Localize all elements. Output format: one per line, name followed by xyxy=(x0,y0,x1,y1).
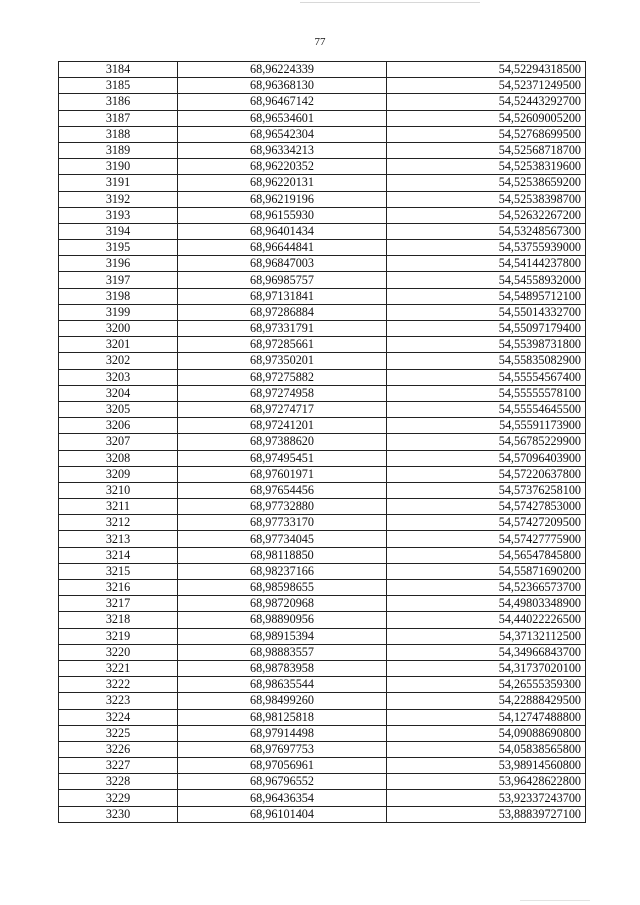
coordinate-y-cell: 54,57427209500 xyxy=(387,515,586,531)
point-number-cell: 3214 xyxy=(59,547,178,563)
point-number-cell: 3222 xyxy=(59,677,178,693)
coordinate-x-cell: 68,96219196 xyxy=(178,191,387,207)
table-row xyxy=(59,78,586,94)
table-row xyxy=(59,272,586,288)
coordinate-x-cell: 68,97734045 xyxy=(178,531,387,547)
point-number-cell: 3212 xyxy=(59,515,178,531)
coordinate-y-cell: 54,52371249500 xyxy=(387,78,586,94)
coordinate-y-cell: 54,55554645500 xyxy=(387,401,586,417)
table-row xyxy=(59,126,586,142)
point-number-cell: 3208 xyxy=(59,450,178,466)
table-row xyxy=(59,612,586,628)
coordinate-x-cell: 68,97654456 xyxy=(178,482,387,498)
point-number-cell: 3220 xyxy=(59,644,178,660)
coordinate-y-cell: 54,57220637800 xyxy=(387,466,586,482)
coordinate-y-cell: 54,34966843700 xyxy=(387,644,586,660)
table-row xyxy=(59,353,586,369)
coordinate-y-cell: 54,53755939000 xyxy=(387,240,586,256)
point-number-cell: 3198 xyxy=(59,288,178,304)
coordinate-y-cell: 54,57376258100 xyxy=(387,482,586,498)
coordinate-y-cell: 54,52443292700 xyxy=(387,94,586,110)
coordinate-x-cell: 68,97388620 xyxy=(178,434,387,450)
coordinate-y-cell: 53,88839727100 xyxy=(387,806,586,822)
point-number-cell: 3227 xyxy=(59,758,178,774)
point-number-cell: 3205 xyxy=(59,401,178,417)
coordinate-y-cell: 54,55097179400 xyxy=(387,321,586,337)
table-row xyxy=(59,450,586,466)
coordinate-x-cell: 68,98125818 xyxy=(178,709,387,725)
coordinate-y-cell: 54,52538319600 xyxy=(387,159,586,175)
table-row xyxy=(59,466,586,482)
table-row xyxy=(59,596,586,612)
coordinate-x-cell: 68,97285661 xyxy=(178,337,387,353)
coordinate-x-cell: 68,97331791 xyxy=(178,321,387,337)
coordinate-x-cell: 68,96401434 xyxy=(178,223,387,239)
coordinate-y-cell: 54,55554567400 xyxy=(387,369,586,385)
table-row xyxy=(59,547,586,563)
point-number-cell: 3185 xyxy=(59,78,178,94)
table-row xyxy=(59,434,586,450)
coordinate-x-cell: 68,98635544 xyxy=(178,677,387,693)
table-row xyxy=(59,418,586,434)
coordinate-x-cell: 68,96224339 xyxy=(178,62,387,78)
coordinate-y-cell: 54,57427853000 xyxy=(387,499,586,515)
coordinate-x-cell: 68,98237166 xyxy=(178,563,387,579)
point-number-cell: 3188 xyxy=(59,126,178,142)
coordinate-x-cell: 68,96847003 xyxy=(178,256,387,272)
point-number-cell: 3206 xyxy=(59,418,178,434)
point-number-cell: 3191 xyxy=(59,175,178,191)
coordinate-x-cell: 68,96220131 xyxy=(178,175,387,191)
coordinate-x-cell: 68,97275882 xyxy=(178,369,387,385)
table-row xyxy=(59,660,586,676)
point-number-cell: 3187 xyxy=(59,110,178,126)
coordinate-x-cell: 68,96542304 xyxy=(178,126,387,142)
coordinate-y-cell: 54,52538398700 xyxy=(387,191,586,207)
point-number-cell: 3217 xyxy=(59,596,178,612)
point-number-cell: 3189 xyxy=(59,142,178,158)
coordinate-y-cell: 54,09088690800 xyxy=(387,725,586,741)
point-number-cell: 3199 xyxy=(59,304,178,320)
point-number-cell: 3196 xyxy=(59,256,178,272)
point-number-cell: 3184 xyxy=(59,62,178,78)
coordinate-x-cell: 68,96796552 xyxy=(178,774,387,790)
table-row xyxy=(59,482,586,498)
table-row xyxy=(59,677,586,693)
coordinate-y-cell: 53,96428622800 xyxy=(387,774,586,790)
coordinate-y-cell: 54,52568718700 xyxy=(387,142,586,158)
coordinate-x-cell: 68,96467142 xyxy=(178,94,387,110)
point-number-cell: 3218 xyxy=(59,612,178,628)
point-number-cell: 3213 xyxy=(59,531,178,547)
coordinate-x-cell: 68,97286884 xyxy=(178,304,387,320)
coordinate-x-cell: 68,97495451 xyxy=(178,450,387,466)
point-number-cell: 3200 xyxy=(59,321,178,337)
coordinate-x-cell: 68,96220352 xyxy=(178,159,387,175)
table-row xyxy=(59,159,586,175)
point-number-cell: 3195 xyxy=(59,240,178,256)
coordinate-x-cell: 68,96985757 xyxy=(178,272,387,288)
scan-artifact-top xyxy=(300,2,480,3)
table-row xyxy=(59,94,586,110)
point-number-cell: 3228 xyxy=(59,774,178,790)
coordinate-y-cell: 54,55398731800 xyxy=(387,337,586,353)
coordinate-y-cell: 54,55835082900 xyxy=(387,353,586,369)
point-number-cell: 3207 xyxy=(59,434,178,450)
table-row xyxy=(59,240,586,256)
point-number-cell: 3192 xyxy=(59,191,178,207)
coordinate-y-cell: 54,22888429500 xyxy=(387,693,586,709)
coordinate-x-cell: 68,97733170 xyxy=(178,515,387,531)
page-number: 77 xyxy=(314,36,326,48)
table-row xyxy=(59,515,586,531)
coordinate-x-cell: 68,96368130 xyxy=(178,78,387,94)
coordinate-y-cell: 54,52294318500 xyxy=(387,62,586,78)
table-row xyxy=(59,580,586,596)
coordinate-y-cell: 54,54558932000 xyxy=(387,272,586,288)
coordinate-y-cell: 54,56547845800 xyxy=(387,547,586,563)
point-number-cell: 3210 xyxy=(59,482,178,498)
coordinate-x-cell: 68,97914498 xyxy=(178,725,387,741)
coordinate-y-cell: 54,26555359300 xyxy=(387,677,586,693)
table-row xyxy=(59,531,586,547)
coordinates-table xyxy=(58,61,586,823)
table-row xyxy=(59,644,586,660)
point-number-cell: 3226 xyxy=(59,741,178,757)
point-number-cell: 3209 xyxy=(59,466,178,482)
point-number-cell: 3186 xyxy=(59,94,178,110)
coordinate-x-cell: 68,96436354 xyxy=(178,790,387,806)
coordinate-x-cell: 68,98720968 xyxy=(178,596,387,612)
table-row xyxy=(59,741,586,757)
coordinate-x-cell: 68,97697753 xyxy=(178,741,387,757)
table-row xyxy=(59,337,586,353)
coordinate-x-cell: 68,97274958 xyxy=(178,385,387,401)
coordinates-table-body xyxy=(59,62,586,823)
coordinate-x-cell: 68,96334213 xyxy=(178,142,387,158)
coordinate-y-cell: 54,54144237800 xyxy=(387,256,586,272)
table-row xyxy=(59,369,586,385)
point-number-cell: 3229 xyxy=(59,790,178,806)
coordinate-x-cell: 68,97350201 xyxy=(178,353,387,369)
coordinate-x-cell: 68,97274717 xyxy=(178,401,387,417)
coordinate-y-cell: 54,56785229900 xyxy=(387,434,586,450)
coordinate-y-cell: 54,52609005200 xyxy=(387,110,586,126)
coordinate-y-cell: 54,55871690200 xyxy=(387,563,586,579)
table-row xyxy=(59,499,586,515)
coordinate-x-cell: 68,97732880 xyxy=(178,499,387,515)
coordinate-y-cell: 54,52366573700 xyxy=(387,580,586,596)
coordinate-y-cell: 53,92337243700 xyxy=(387,790,586,806)
table-row xyxy=(59,806,586,822)
table-row xyxy=(59,304,586,320)
coordinate-x-cell: 68,96101404 xyxy=(178,806,387,822)
table-row xyxy=(59,693,586,709)
point-number-cell: 3225 xyxy=(59,725,178,741)
table-row xyxy=(59,790,586,806)
table-row xyxy=(59,207,586,223)
table-row xyxy=(59,288,586,304)
coordinate-x-cell: 68,98783958 xyxy=(178,660,387,676)
coordinate-x-cell: 68,97601971 xyxy=(178,466,387,482)
table-row xyxy=(59,774,586,790)
table-row xyxy=(59,385,586,401)
point-number-cell: 3211 xyxy=(59,499,178,515)
coordinate-y-cell: 54,53248567300 xyxy=(387,223,586,239)
table-row xyxy=(59,191,586,207)
coordinate-x-cell: 68,96155930 xyxy=(178,207,387,223)
point-number-cell: 3221 xyxy=(59,660,178,676)
coordinate-y-cell: 54,57096403900 xyxy=(387,450,586,466)
table-row xyxy=(59,401,586,417)
point-number-cell: 3203 xyxy=(59,369,178,385)
point-number-cell: 3219 xyxy=(59,628,178,644)
table-row xyxy=(59,62,586,78)
table-row xyxy=(59,321,586,337)
point-number-cell: 3204 xyxy=(59,385,178,401)
table-row xyxy=(59,142,586,158)
coordinate-y-cell: 54,55014332700 xyxy=(387,304,586,320)
coordinate-y-cell: 54,57427775900 xyxy=(387,531,586,547)
coordinate-y-cell: 54,05838565800 xyxy=(387,741,586,757)
coordinate-x-cell: 68,96644841 xyxy=(178,240,387,256)
coordinate-y-cell: 54,12747488800 xyxy=(387,709,586,725)
coordinate-x-cell: 68,97131841 xyxy=(178,288,387,304)
coordinate-x-cell: 68,98499260 xyxy=(178,693,387,709)
coordinate-y-cell: 54,52632267200 xyxy=(387,207,586,223)
point-number-cell: 3202 xyxy=(59,353,178,369)
coordinate-x-cell: 68,98883557 xyxy=(178,644,387,660)
table-row xyxy=(59,758,586,774)
point-number-cell: 3215 xyxy=(59,563,178,579)
coordinate-y-cell: 54,55591173900 xyxy=(387,418,586,434)
coordinate-x-cell: 68,98598655 xyxy=(178,580,387,596)
coordinate-x-cell: 68,98118850 xyxy=(178,547,387,563)
coordinate-x-cell: 68,98915394 xyxy=(178,628,387,644)
coordinate-x-cell: 68,97241201 xyxy=(178,418,387,434)
coordinate-y-cell: 54,44022226500 xyxy=(387,612,586,628)
coordinate-y-cell: 54,55555578100 xyxy=(387,385,586,401)
coordinate-x-cell: 68,97056961 xyxy=(178,758,387,774)
table-row xyxy=(59,256,586,272)
table-row xyxy=(59,175,586,191)
point-number-cell: 3223 xyxy=(59,693,178,709)
point-number-cell: 3230 xyxy=(59,806,178,822)
table-row xyxy=(59,223,586,239)
coordinate-x-cell: 68,96534601 xyxy=(178,110,387,126)
table-row xyxy=(59,563,586,579)
coordinate-y-cell: 54,49803348900 xyxy=(387,596,586,612)
point-number-cell: 3193 xyxy=(59,207,178,223)
point-number-cell: 3224 xyxy=(59,709,178,725)
coordinate-y-cell: 54,52538659200 xyxy=(387,175,586,191)
coordinate-y-cell: 54,54895712100 xyxy=(387,288,586,304)
table-row xyxy=(59,725,586,741)
point-number-cell: 3201 xyxy=(59,337,178,353)
table-row xyxy=(59,628,586,644)
point-number-cell: 3216 xyxy=(59,580,178,596)
coordinate-x-cell: 68,98890956 xyxy=(178,612,387,628)
point-number-cell: 3197 xyxy=(59,272,178,288)
scan-artifact-bottom xyxy=(520,900,590,901)
coordinate-y-cell: 54,37132112500 xyxy=(387,628,586,644)
table-row xyxy=(59,709,586,725)
point-number-cell: 3194 xyxy=(59,223,178,239)
coordinate-y-cell: 54,52768699500 xyxy=(387,126,586,142)
coordinate-y-cell: 53,98914560800 xyxy=(387,758,586,774)
coordinate-y-cell: 54,31737020100 xyxy=(387,660,586,676)
point-number-cell: 3190 xyxy=(59,159,178,175)
table-row xyxy=(59,110,586,126)
